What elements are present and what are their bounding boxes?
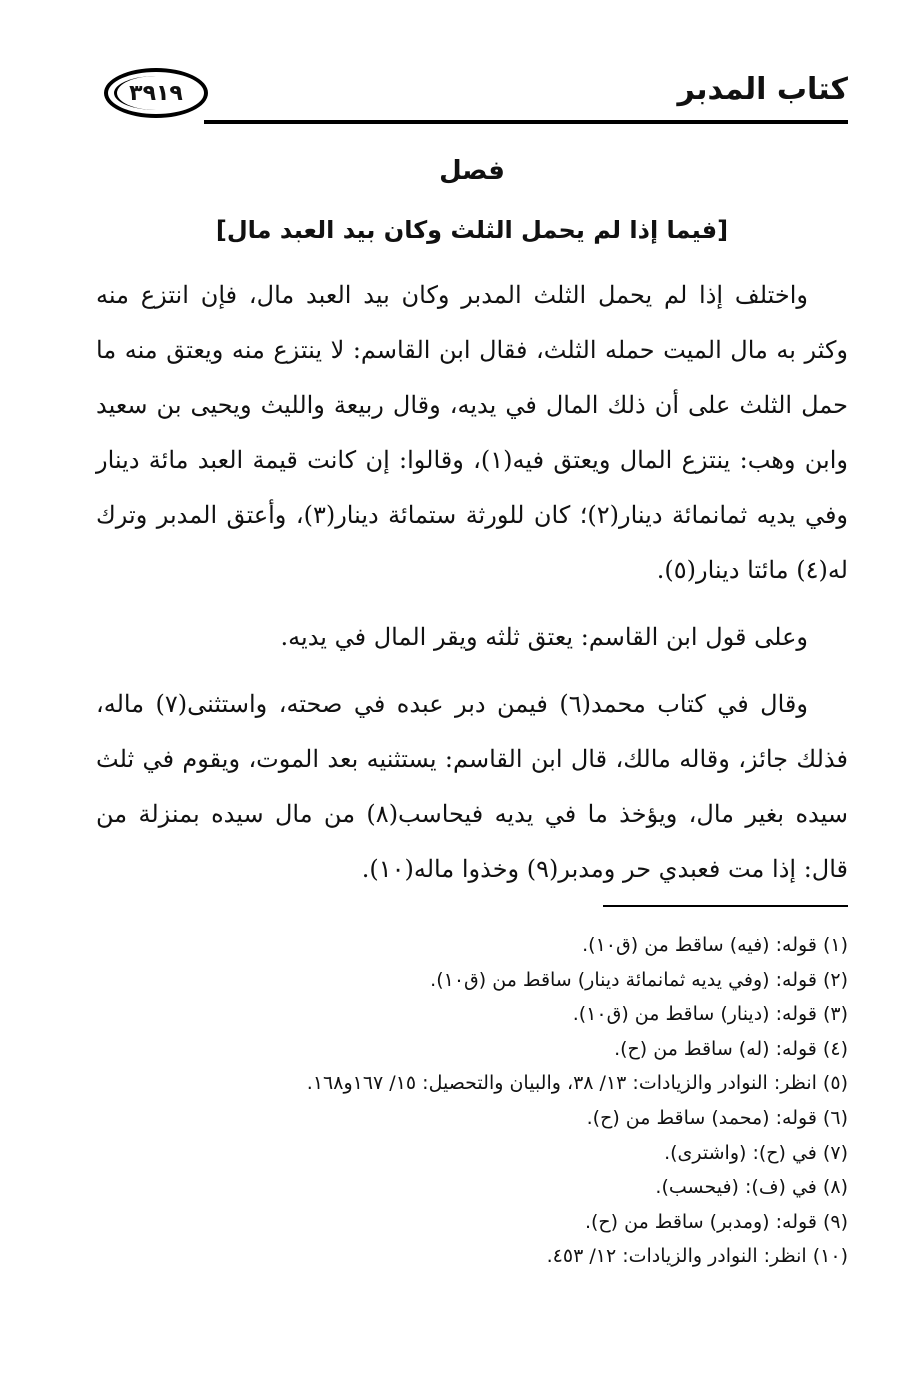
footnote-separator: [603, 905, 848, 907]
footnote-item: (٧) في (ح): (واشترى).: [664, 1141, 848, 1164]
footnote-item: (١٠) انظر: النوادر والزيادات: ١٢/ ٤٥٣.: [546, 1245, 848, 1268]
paragraph-1: واختلف إذا لم يحمل الثلث المدبر وكان بيد العبد مال، فإن انتزع منه وكثر به مال الميت حمله الثلث، فقال ابن القاسم: لا ينتزع منه ويعتق منه ما حمل الثلث على أن ذلك المال في يديه، وقال ربيعة والليث ويحيى بن سعيد وابن وهب: ينتزع المال ويعتق فيه(١)، وقالوا: إن كانت قيمة العبد مائة دينار وفي يديه ثمانمائة دينار(٢)؛ كان للورثة ستمائة دينار(٣)، وأعتق المدبر وترك له(٤) مائتا دينار(٥).: [96, 281, 849, 584]
footnote-item: (٩) قوله: (ومدبر) ساقط من (ح).: [584, 1210, 848, 1233]
paragraph-2: وعلى قول ابن القاسم: يعتق ثلثه ويقر المال في يديه.: [280, 623, 808, 651]
footnote-item: (٦) قوله: (محمد) ساقط من (ح).: [586, 1106, 848, 1129]
footnotes: [96, 928, 848, 1274]
section-subheading: [فيما إذا لم يحمل الثلث وكان بيد العبد مال]: [215, 216, 729, 244]
footnote-item: (٤) قوله: (له) ساقط من (ح).: [614, 1037, 848, 1060]
footnote-item: (١) قوله: (فيه) ساقط من (ق١٠).: [582, 934, 848, 956]
header-rule: [204, 120, 848, 124]
section-heading: فصل: [439, 156, 505, 186]
footnote-item: (٨) في (ف): (فيحسب).: [655, 1176, 848, 1199]
footnote-item: (٥) انظر: النوادر والزيادات: ١٣/ ٣٨، والبيان والتحصيل: ١٥/ ١٦٧و١٦٨.: [306, 1072, 848, 1095]
running-title: كتاب المدبر: [677, 72, 848, 107]
page-number-badge: [104, 68, 208, 118]
page-number: ٣٩١٩: [129, 80, 183, 106]
footnote-item: (٣) قوله: (دينار) ساقط من (ق١٠).: [572, 1003, 848, 1026]
main-text: [96, 268, 848, 909]
paragraph-3: وقال في كتاب محمد(٦) فيمن دبر عبده في صحته، واستثنى(٧) ماله، فذلك جائز، وقاله مالك، قال ابن القاسم: يستثنيه بعد الموت، ويقوم في ثلث سيده بغير مال، ويؤخذ ما في يديه فيحاسب(٨) من مال سيده بمنزلة من قال: إذا مت فعبدي حر ومدبر(٩) وخذوا ماله(١٠).: [96, 690, 848, 883]
footnote-item: (٢) قوله: (وفي يديه ثمانمائة دينار) ساقط من (ق١٠).: [430, 968, 848, 991]
page-header: [96, 66, 848, 126]
